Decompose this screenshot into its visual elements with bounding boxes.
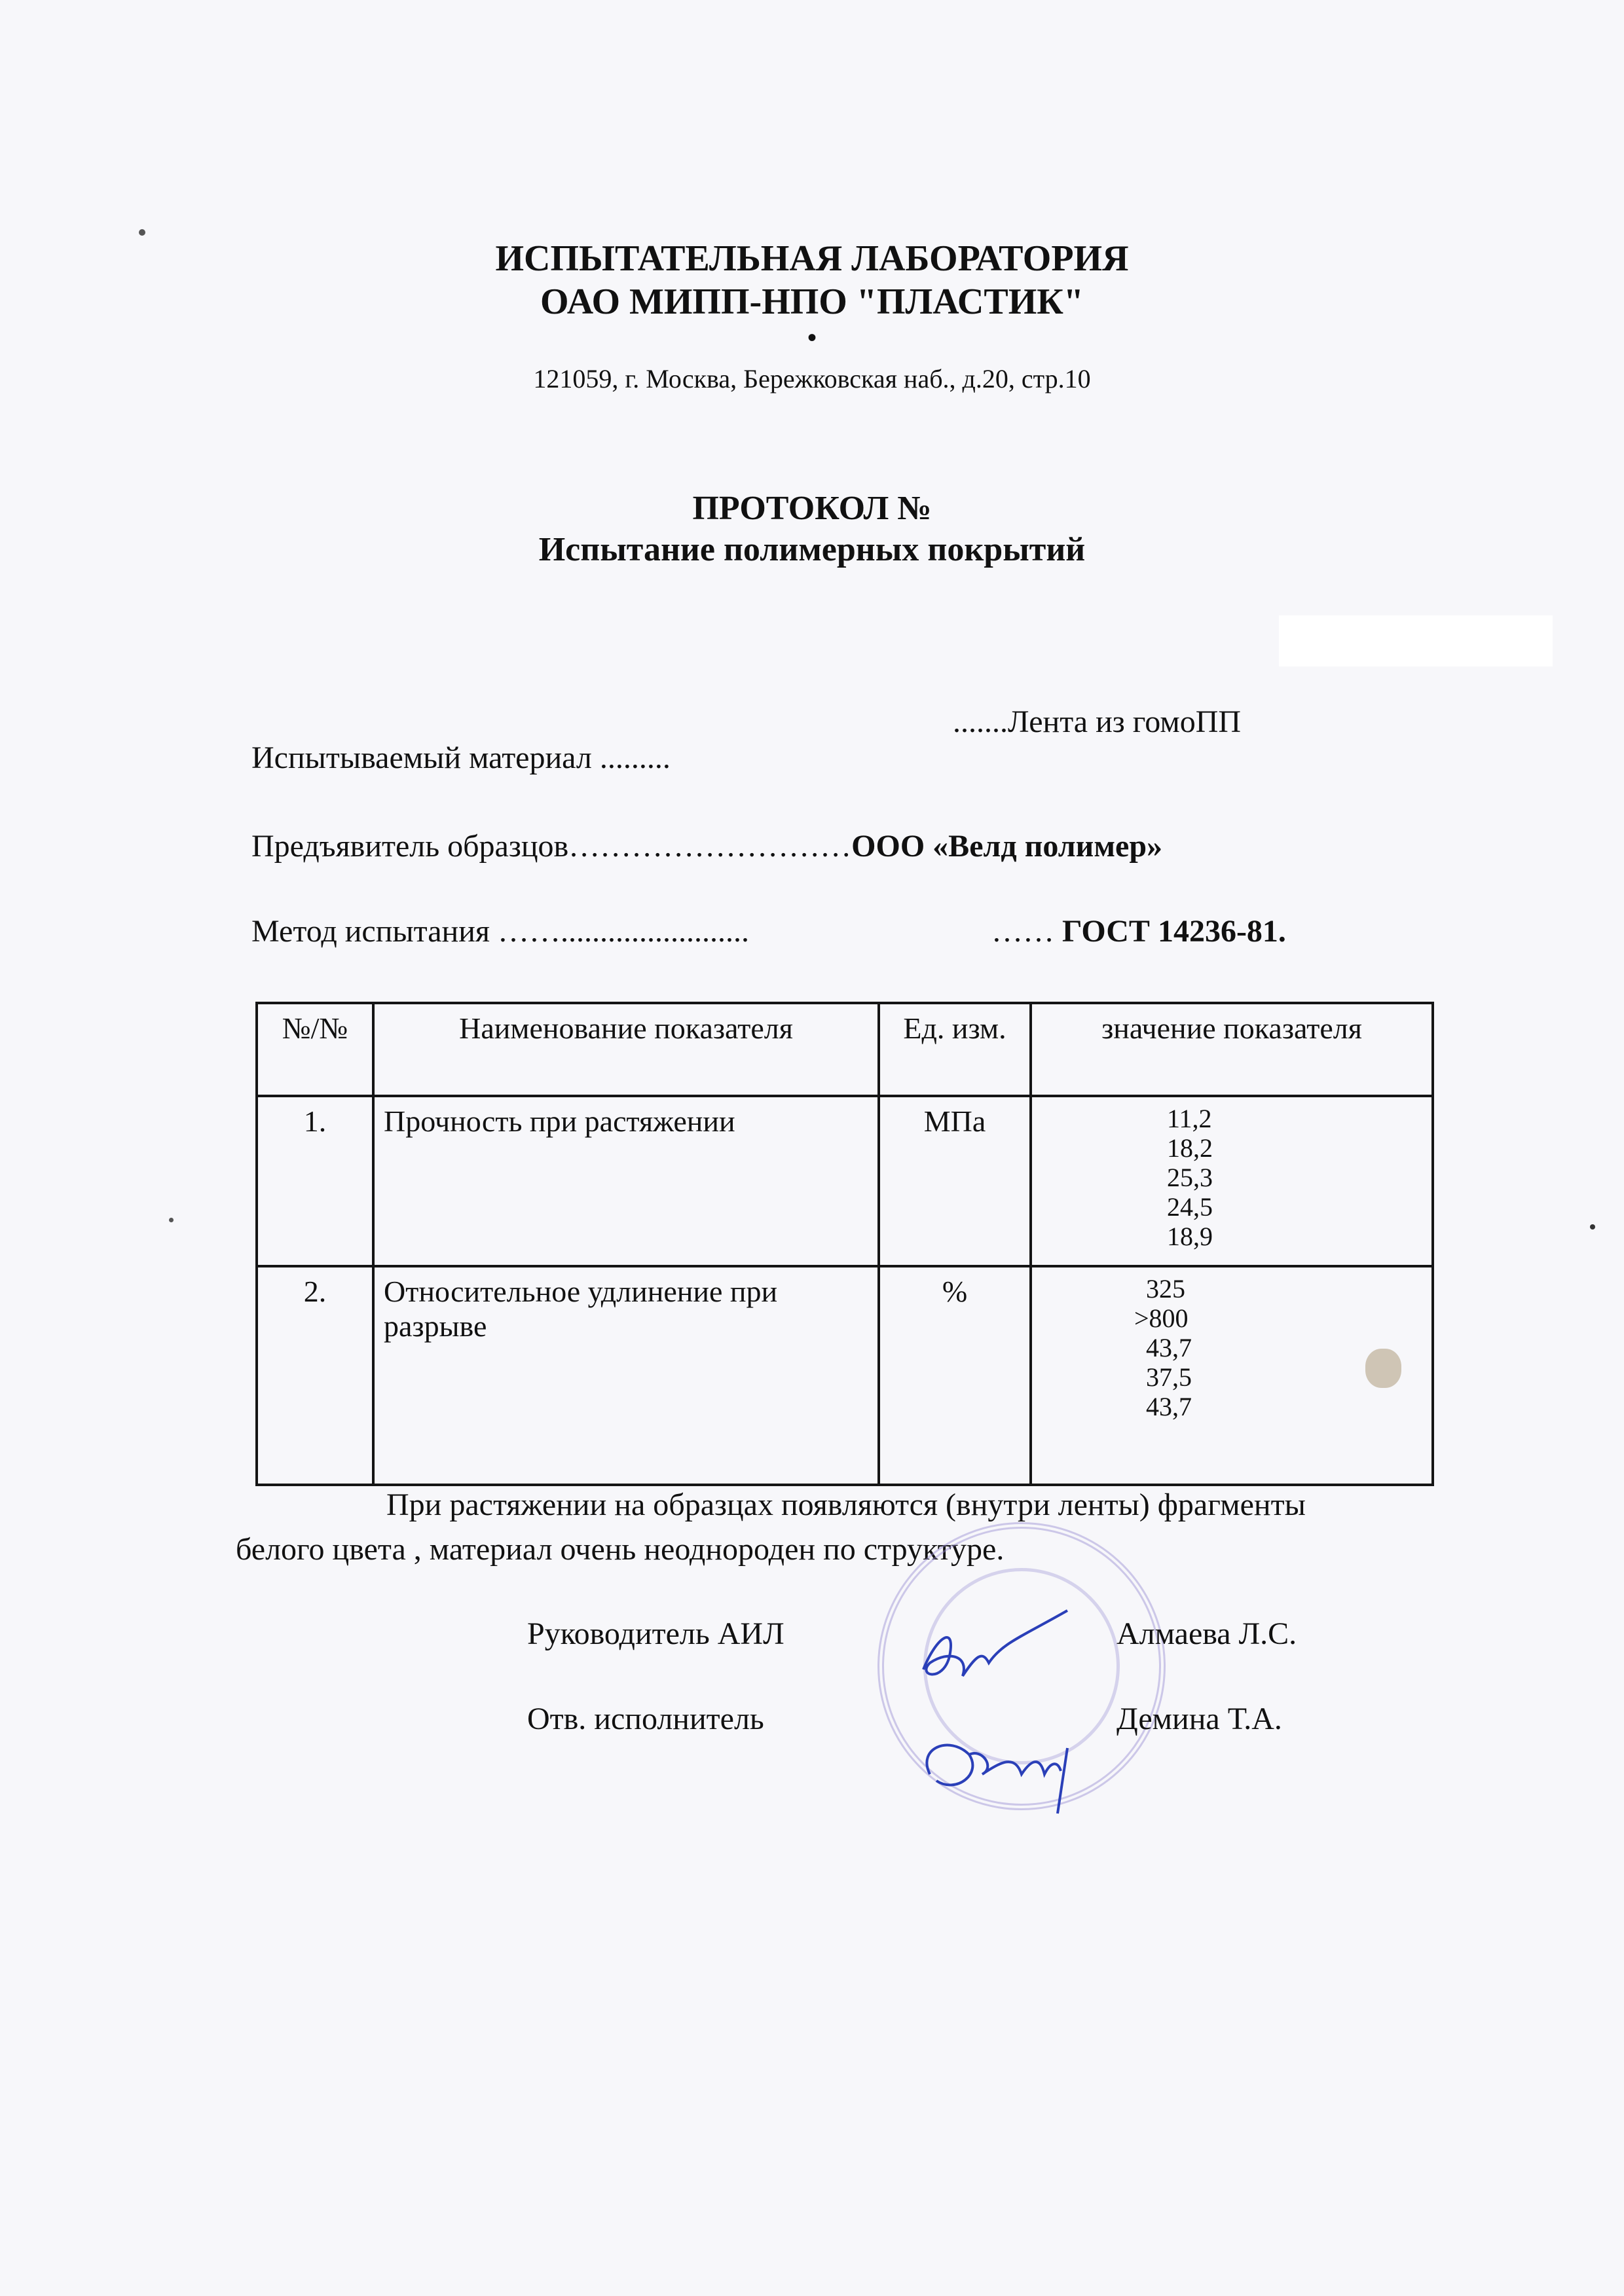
scan-speck bbox=[169, 1218, 174, 1222]
signature-2 bbox=[927, 1745, 1067, 1813]
row-values bbox=[1031, 1096, 1433, 1266]
note-line-1: При растяжении на образцах появляются (внутри ленты) фрагменты bbox=[386, 1487, 1306, 1522]
value-item: 18,2 bbox=[1167, 1133, 1213, 1163]
value-item: 43,7 bbox=[1146, 1392, 1192, 1421]
row-indicator-name: Прочность при растяжении bbox=[373, 1096, 879, 1266]
material-label: Испытываемый материал ......... bbox=[251, 740, 671, 775]
results-table bbox=[255, 1002, 1434, 1486]
method-label: Метод испытания ……........................ bbox=[251, 914, 749, 949]
table-row bbox=[257, 1096, 1433, 1266]
value-item: 25,3 bbox=[1167, 1163, 1213, 1192]
value-item: 43,7 bbox=[1146, 1333, 1192, 1362]
signatory-name-1: Алмаева Л.С. bbox=[1116, 1616, 1297, 1651]
value-item: >800 bbox=[1134, 1303, 1189, 1333]
table-row bbox=[257, 1266, 1433, 1485]
signature-1 bbox=[923, 1611, 1067, 1676]
scan-speck bbox=[1590, 1224, 1595, 1230]
redacted-area bbox=[1279, 615, 1553, 666]
header-bullet: • bbox=[807, 323, 817, 352]
value-item: 24,5 bbox=[1167, 1192, 1213, 1222]
scan-speck bbox=[139, 229, 145, 236]
material-value: .......Лента из гомоПП bbox=[953, 704, 1242, 739]
method-value-wrap bbox=[976, 877, 1286, 949]
value-item: 18,9 bbox=[1167, 1222, 1213, 1251]
value-item: 325 bbox=[1146, 1274, 1185, 1303]
signatory-name-2: Демина Т.А. bbox=[1116, 1702, 1282, 1736]
submitter-field bbox=[236, 792, 1162, 864]
protocol-subtitle: Испытание полимерных покрытий bbox=[538, 531, 1086, 568]
lab-name-line1: ИСПЫТАТЕЛЬНАЯ ЛАБОРАТОРИЯ bbox=[495, 238, 1129, 279]
method-dots: …… bbox=[991, 914, 1054, 949]
header-value: значение показателя bbox=[1031, 1003, 1433, 1096]
submitter-label: Предъявитель образцов……………………… bbox=[251, 829, 852, 864]
note-line-2: белого цвета , материал очень неоднороден по структуре. bbox=[236, 1532, 1005, 1567]
lab-name-line2: ОАО МИПП-НПО "ПЛАСТИК" bbox=[540, 282, 1084, 322]
row-unit: МПа bbox=[879, 1096, 1031, 1266]
header-indicator-name: Наименование показателя bbox=[373, 1003, 879, 1096]
header-unit: Ед. изм. bbox=[879, 1003, 1031, 1096]
scan-blot bbox=[1365, 1349, 1401, 1388]
method-value: ГОСТ 14236-81. bbox=[1062, 914, 1286, 949]
value-item: 37,5 bbox=[1146, 1362, 1192, 1392]
table-header-row bbox=[257, 1003, 1433, 1096]
row-unit: % bbox=[879, 1266, 1031, 1485]
lab-address: 121059, г. Москва, Бережковская наб., д.20, стр.10 bbox=[533, 364, 1091, 393]
protocol-title: ПРОТОКОЛ № bbox=[692, 490, 932, 527]
signatory-role-1: Руководитель АИЛ bbox=[527, 1616, 784, 1651]
row-indicator-name: Относительное удлинение при разрыве bbox=[373, 1266, 879, 1485]
value-item: 11,2 bbox=[1167, 1104, 1212, 1133]
header-number: №/№ bbox=[257, 1003, 373, 1096]
material-field bbox=[236, 704, 671, 776]
row-number: 1. bbox=[257, 1096, 373, 1266]
handwritten-signatures bbox=[910, 1597, 1120, 1820]
row-number: 2. bbox=[257, 1266, 373, 1485]
observation-note bbox=[236, 1483, 1545, 1572]
signatory-role-2: Отв. исполнитель bbox=[527, 1702, 764, 1736]
method-field bbox=[236, 877, 749, 949]
submitter-value: ООО «Велд полимер» bbox=[851, 829, 1163, 864]
